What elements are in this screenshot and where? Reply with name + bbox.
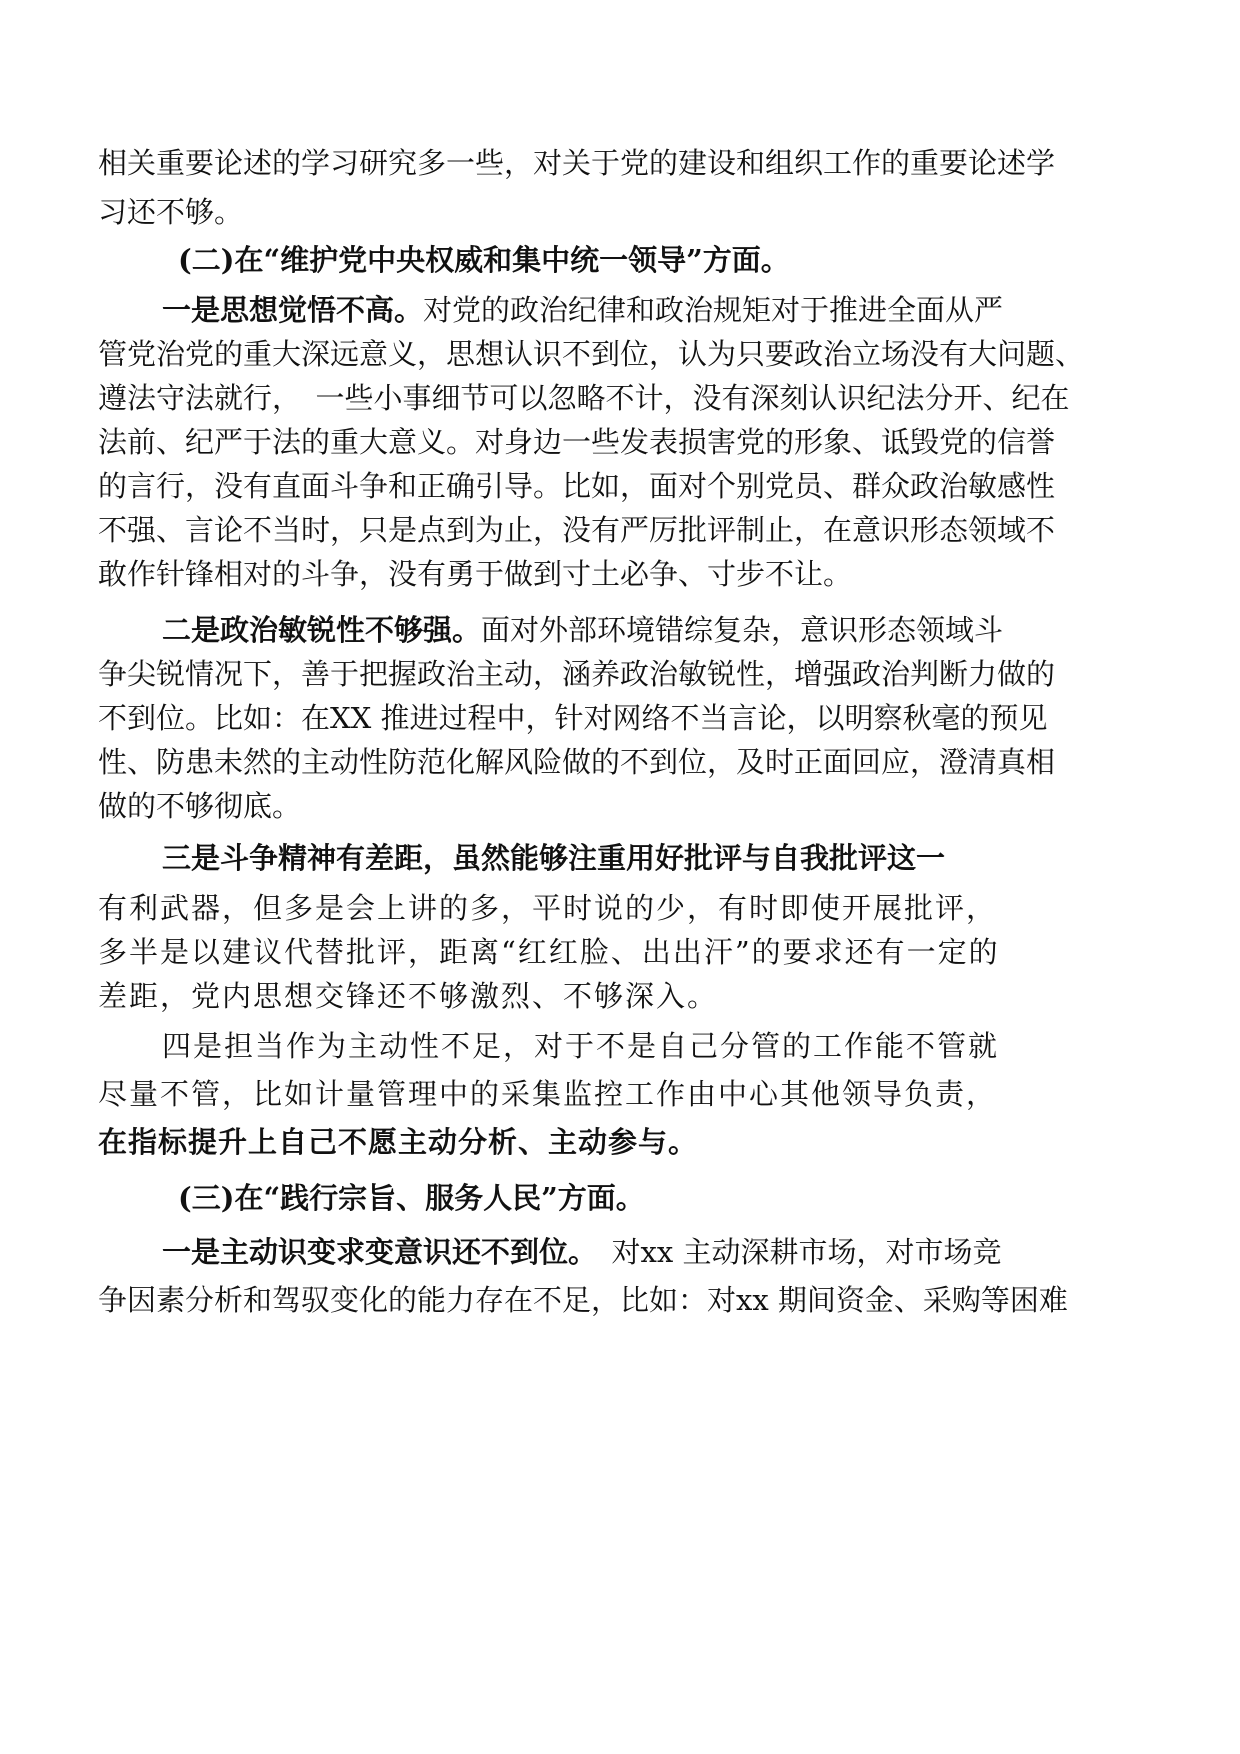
- body-line: 争尖锐情况下，善于把握政治主动，涵养政治敏锐性，增强政治判断力做的: [98, 657, 1056, 691]
- body-line: 有利武器，但多是会上讲的多，平时说的少，有时即使开展批评，: [98, 891, 998, 925]
- body-line: 性、防患未然的主动性防范化解风险做的不到位，及时正面回应，澄清真相: [98, 745, 1056, 779]
- body-line: 一是主动识变求变意识还不到位。 对xx 主动深耕市场，对市场竞: [162, 1235, 1002, 1269]
- body-line: 管党治党的重大深远意义，思想认识不到位，认为只要政治立场没有大问题、: [98, 337, 1085, 371]
- body-line: 一是思想觉悟不高。对党的政治纪律和政治规矩对于推进全面从严: [162, 293, 1004, 327]
- body-line: 三是斗争精神有差距，虽然能够注重用好批评与自我批评这一: [162, 841, 946, 875]
- body-line: 做的不够彻底。: [98, 789, 302, 823]
- body-line: 习还不够。: [98, 195, 244, 229]
- body-line: 法前、纪严于法的重大意义。对身边一些发表损害党的形象、诋毁党的信誉: [98, 425, 1056, 459]
- body-line: 敢作针锋相对的斗争，没有勇于做到寸土必争、寸步不让。: [98, 557, 853, 591]
- body-line: 相关重要论述的学习研究多一些，对关于党的建设和组织工作的重要论述学: [98, 146, 1056, 180]
- section-heading: (三)在“践行宗旨、服务人民”方面。: [178, 1181, 645, 1215]
- body-line: 多半是以建议代替批评，距离“红红脸、出出汗”的要求还有一定的: [98, 935, 1000, 969]
- body-line: 差距，党内思想交锋还不够激烈、不够深入。: [98, 979, 719, 1013]
- body-line: 不强、言论不当时，只是点到为止，没有严厉批评制止，在意识形态领域不: [98, 513, 1056, 547]
- body-line: 尽量不管，比如计量管理中的采集监控工作由中心其他领导负责，: [98, 1077, 998, 1111]
- section-heading: (二)在“维护党中央权威和集中统一领导”方面。: [178, 243, 790, 277]
- body-line: 在指标提升上自己不愿主动分析、主动参与。: [98, 1125, 699, 1159]
- body-line: 遵法守法就行， 一些小事细节可以忽略不计，没有深刻认识纪法分开、纪在: [98, 381, 1070, 415]
- body-line: 争因素分析和驾驭变化的能力存在不足，比如：对xx 期间资金、采购等困难: [98, 1283, 1068, 1317]
- body-line: 二是政治敏锐性不够强。面对外部环境错综复杂，意识形态领域斗: [162, 613, 1004, 647]
- body-line: 四是担当作为主动性不足，对于不是自己分管的工作能不管就: [162, 1029, 1000, 1063]
- body-line: 的言行，没有直面斗争和正确引导。比如，面对个别党员、群众政治敏感性: [98, 469, 1056, 503]
- body-line: 不到位。比如：在XX 推进过程中，针对网络不当言论，以明察秋毫的预见: [98, 701, 1048, 735]
